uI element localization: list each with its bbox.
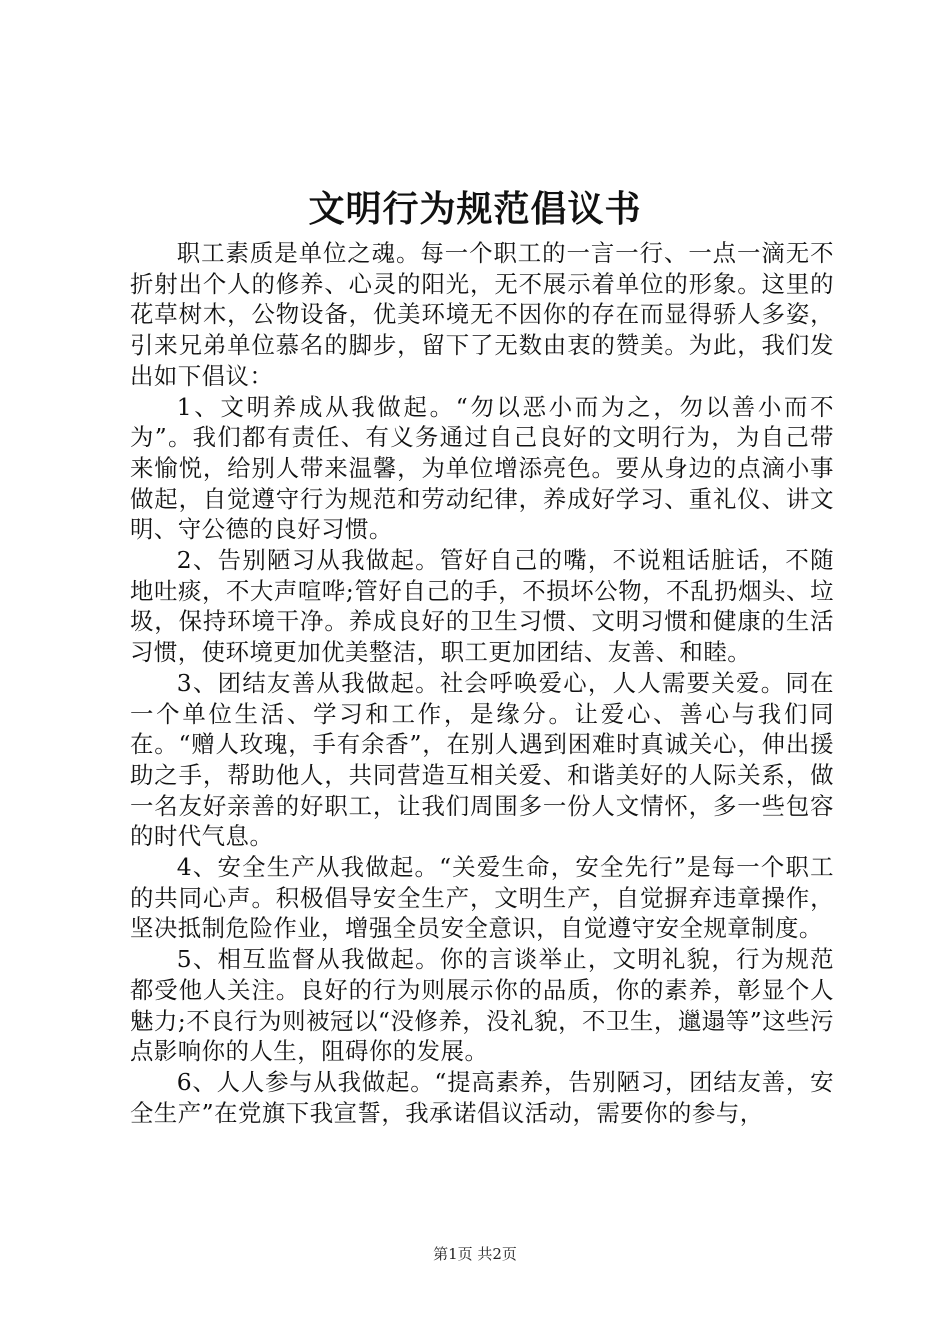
intro-paragraph: 职工素质是单位之魂。每一个职工的一言一行、一点一滴无不折射出个人的修养、心灵的阳光，无不展示着单位的形象。这里的花草树木，公物设备，优美环境无不因你的存在而显得骄人多姿，引来兄弟单位慕名的脚步，留下了无数由衷的赞美。为此，我们发出如下倡议： (130, 239, 834, 390)
proposal-item-3: 3、团结友善从我做起。社会呼唤爱心，人人需要关爱。同在一个单位生活、学习和工作，是缘分。让爱心、善心与我们同在。“赠人玫瑰，手有余香”，在别人遇到困难时真诚关心，伸出援助之手，帮助他人，共同营造互相关爱、和谐美好的人际关系，做一名友好亲善的好职工，让我们周围多一份人文情怀，多一些包容的时代气息。 (130, 668, 834, 851)
proposal-item-1: 1、文明养成从我做起。“勿以恶小而为之，勿以善小而不为”。我们都有责任、有义务通过自己良好的文明行为，为自己带来愉悦，给别人带来温馨，为单位增添亮色。要从身边的点滴小事做起，自觉遵守行为规范和劳动纪律，养成好学习、重礼仪、讲文明、守公德的良好习惯。 (130, 392, 834, 544)
proposal-item-5: 5、相互监督从我做起。你的言谈举止，文明礼貌，行为规范都受他人关注。良好的行为则展示你的品质，你的素养，彰显个人魅力;不良行为则被冠以“没修养，没礼貌，不卫生，邋遢等”这些污点影响你的人生，阻碍你的发展。 (130, 945, 834, 1066)
proposal-item-2: 2、告别陋习从我做起。管好自己的嘴，不说粗话脏话，不随地吐痰，不大声喧哗;管好自己的手，不损坏公物，不乱扔烟头、垃圾，保持环境干净。养成良好的卫生习惯、文明习惯和健康的生活习惯，使环境更加优美整洁，职工更加团结、友善、和睦。 (130, 546, 834, 667)
document-title: 文明行为规范倡议书 (308, 188, 642, 230)
proposal-item-6: 6、人人参与从我做起。“提高素养，告别陋习，团结友善，安全生产”在党旗下我宣誓，我承诺倡议活动，需要你的参与， (130, 1067, 834, 1127)
proposal-item-4: 4、安全生产从我做起。“关爱生命，安全先行”是每一个职工的共同心声。积极倡导安全生产，文明生产，自觉摒弃违章操作，坚决抵制危险作业，增强全员安全意识，自觉遵守安全规章制度。 (130, 853, 834, 943)
page-number-footer: 第1页 共2页 (433, 1245, 517, 1263)
document-body (130, 238, 834, 1128)
